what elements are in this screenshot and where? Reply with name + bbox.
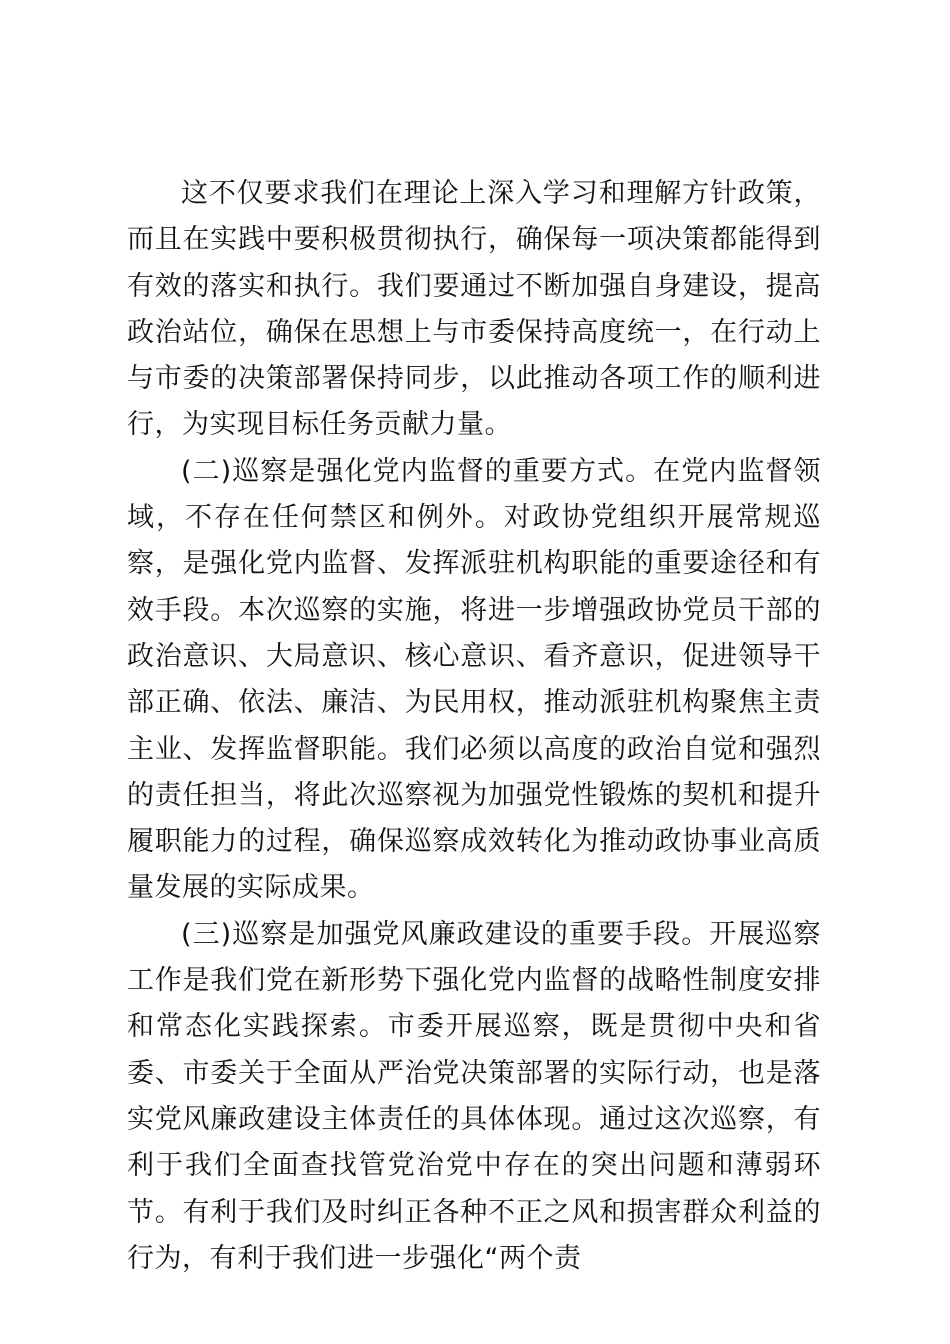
paragraph-2: (二)巡察是强化党内监督的重要方式。在党内监督领域，不存在任何禁区和例外。对政协党组织开展常规巡察，是强化党内监督、发挥派驻机构职能的重要途径和有效手段。本次巡察的实施，将进一步增强政协党员干部的政治意识、大局意识、核心意识、看齐意识，促进领导干部正确、依法、廉洁、为民用权，推动派驻机构聚焦主责主业、发挥监督职能。我们必须以高度的政治自觉和强烈的责任担当，将此次巡察视为加强党性锻炼的契机和提升履职能力的过程，确保巡察成效转化为推动政协事业高质量发展的实际成果。 [127,455,821,904]
paragraph-1: 这不仅要求我们在理论上深入学习和理解方针政策，而且在实践中要积极贯彻执行，确保每一项决策都能得到有效的落实和执行。我们要通过不断加强自身建设，提高政治站位，确保在思想上与市委保持高度统一，在行动上与市委的决策部署保持同步，以此推动各项工作的顺利进行，为实现目标任务贡献力量。 [127,178,821,441]
document-body [127,171,821,1282]
paragraph-3: (三)巡察是加强党风廉政建设的重要手段。开展巡察工作是我们党在新形势下强化党内监督的战略性制度安排和常态化实践探索。市委开展巡察，既是贯彻中央和省委、市委关于全面从严治党决策部署的实际行动，也是落实党风廉政建设主体责任的具体体现。通过这次巡察，有利于我们全面查找管党治党中存在的突出问题和薄弱环节。有利于我们及时纠正各种不正之风和损害群众利益的行为，有利于我们进一步强化“两个责 [127,918,821,1274]
